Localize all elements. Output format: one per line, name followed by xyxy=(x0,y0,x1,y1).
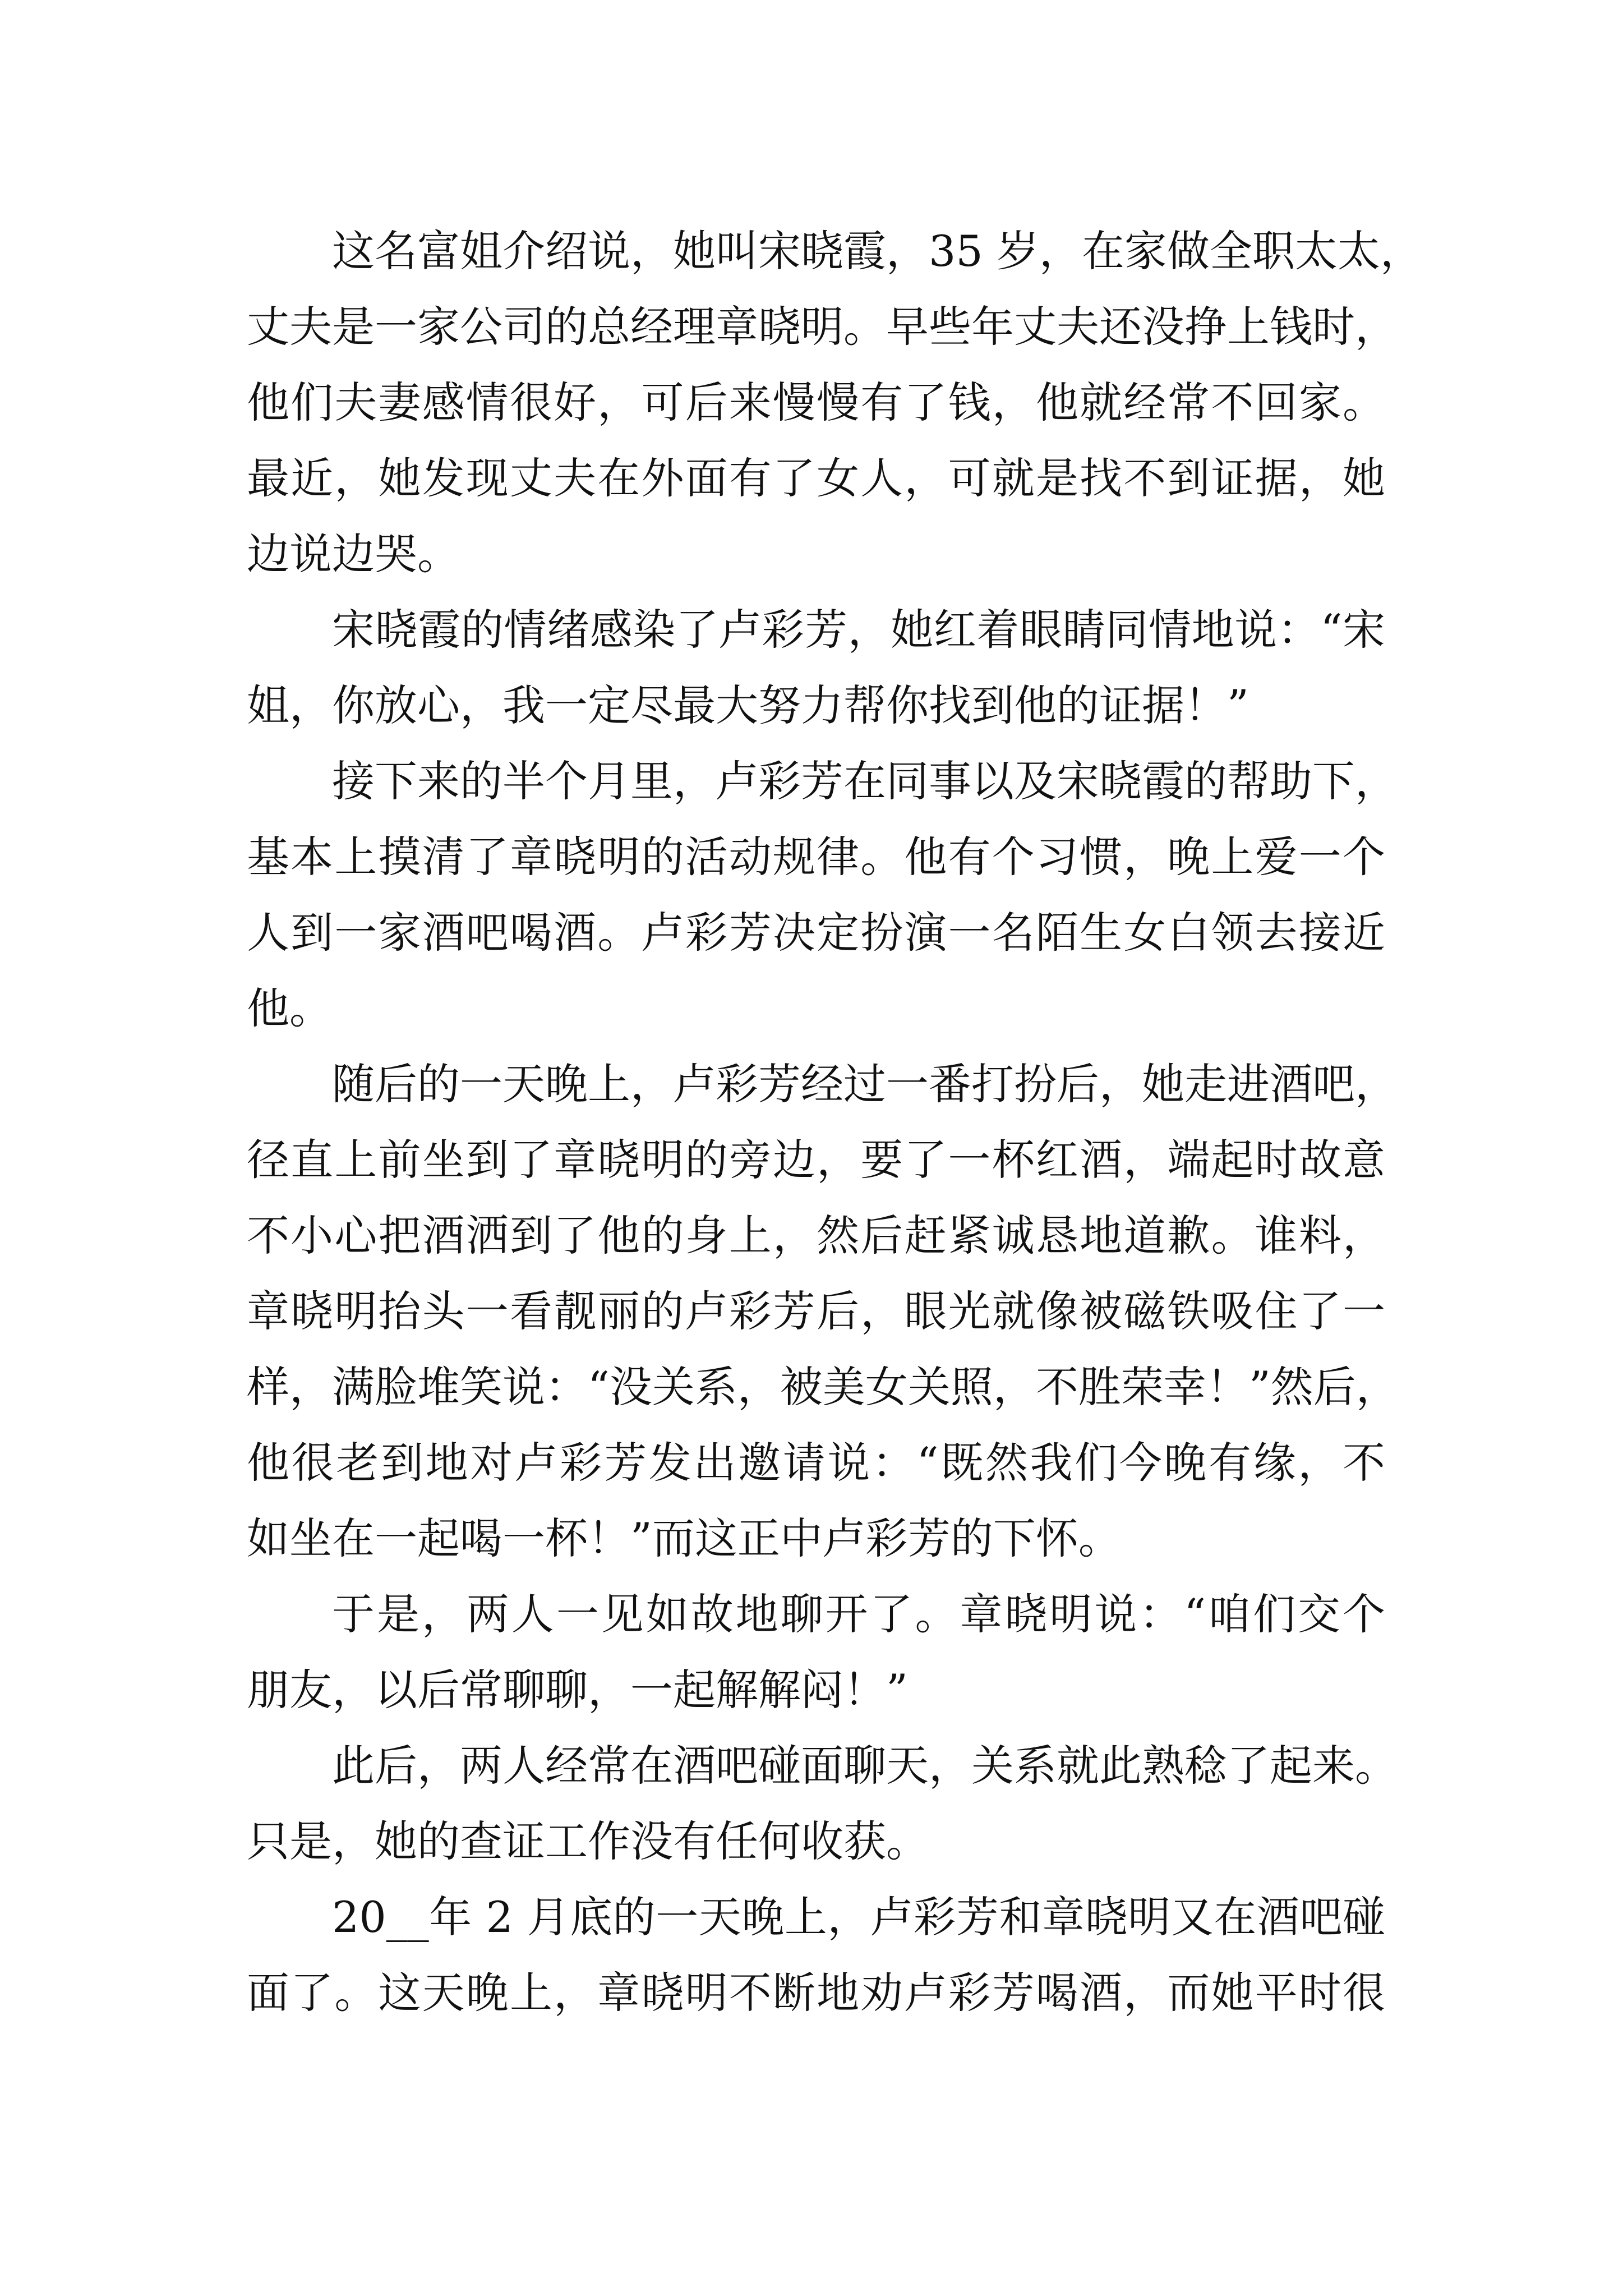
text-line: 随后的一天晚上，卢彩芳经过一番打扮后，她走进酒吧， xyxy=(332,1059,1398,1109)
text-line: 径直上前坐到了章晓明的旁边，要了一杯红酒，端起时故意 xyxy=(247,1135,1385,1185)
paragraph-1 xyxy=(247,213,1423,592)
text-line: 样，满脸堆笑说：“没关系，被美女关照，不胜荣幸！”然后， xyxy=(247,1362,1399,1412)
text-line: 朋友，以后常聊聊，一起解解闷！” xyxy=(247,1665,908,1715)
paragraph-6 xyxy=(247,1728,1398,1879)
text-line: 此后，两人经常在酒吧碰面聊天，关系就此熟稔了起来。 xyxy=(332,1741,1398,1791)
text-line: 这名富姐介绍说，她叫宋晓霞，35 岁，在家做全职太太， xyxy=(332,226,1423,276)
paragraph-4 xyxy=(247,1046,1399,1576)
text-line: 只是，她的查证工作没有任何收获。 xyxy=(247,1816,929,1866)
text-line: 丈夫是一家公司的总经理章晓明。早些年丈夫还没挣上钱时， xyxy=(247,302,1398,352)
paragraph-7 xyxy=(247,1879,1385,2031)
paragraph-5 xyxy=(247,1576,1385,1728)
text-line: 最近，她发现丈夫在外面有了女人，可就是找不到证据，她 xyxy=(247,453,1385,503)
text-line: 面了。这天晚上，章晓明不断地劝卢彩芳喝酒，而她平时很 xyxy=(247,1968,1385,2018)
text-line: 他们夫妻感情很好，可后来慢慢有了钱，他就经常不回家。 xyxy=(247,378,1385,427)
text-line: 于是，两人一见如故地聊开了。章晓明说：“咱们交个 xyxy=(332,1589,1385,1639)
text-line: 姐，你放心，我一定尽最大努力帮你找到他的证据！” xyxy=(247,680,1249,730)
text-line: 他。 xyxy=(247,983,332,1033)
paragraph-3 xyxy=(247,743,1398,1046)
text-line: 他很老到地对卢彩芳发出邀请说：“既然我们今晚有缘，不 xyxy=(247,1438,1385,1488)
text-line: 20__年 2 月底的一天晚上，卢彩芳和章晓明又在酒吧碰 xyxy=(332,1892,1385,1942)
text-line: 边说边哭。 xyxy=(247,529,460,579)
text-line: 如坐在一起喝一杯！”而这正中卢彩芳的下怀。 xyxy=(247,1513,1121,1563)
text-line: 不小心把酒洒到了他的身上，然后赶紧诚恳地道歉。谁料， xyxy=(247,1211,1385,1260)
document-body xyxy=(247,213,1423,2031)
text-line: 宋晓霞的情绪感染了卢彩芳，她红着眼睛同情地说：“宋 xyxy=(332,605,1385,655)
text-line: 基本上摸清了章晓明的活动规律。他有个习惯，晚上爱一个 xyxy=(247,832,1385,882)
text-line: 接下来的半个月里，卢彩芳在同事以及宋晓霞的帮助下， xyxy=(332,756,1398,806)
paragraph-2 xyxy=(247,592,1385,743)
text-line: 章晓明抬头一看靓丽的卢彩芳后，眼光就像被磁铁吸住了一 xyxy=(247,1286,1385,1336)
text-line: 人到一家酒吧喝酒。卢彩芳决定扮演一名陌生女白领去接近 xyxy=(247,908,1385,958)
